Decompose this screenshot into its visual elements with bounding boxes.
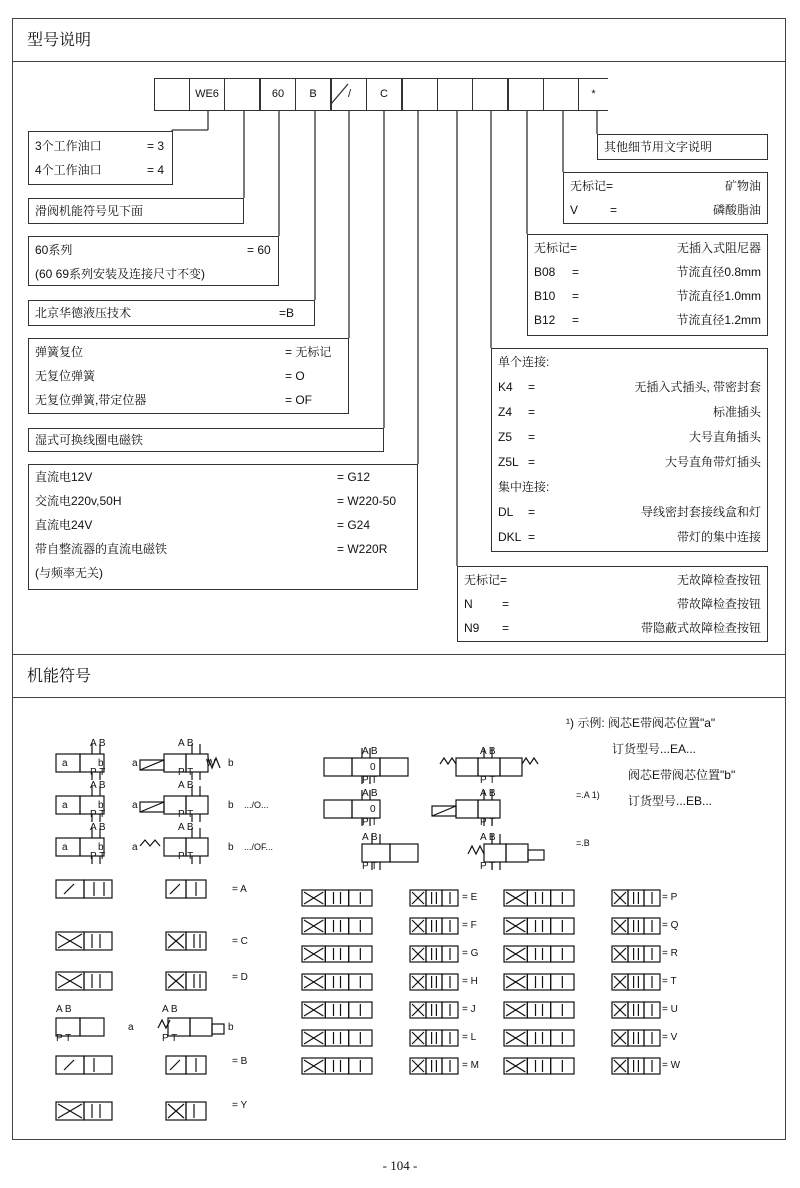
option-value: 无插入式阻尼器 (676, 241, 761, 255)
option-row (35, 514, 411, 536)
spool-symbol (410, 890, 458, 906)
port-label-pt: P T (178, 851, 194, 862)
position-label-b: b (228, 1022, 234, 1033)
option-value: 带灯的集中连接 (676, 530, 761, 544)
spool-symbol (504, 1002, 574, 1018)
option-label: 无复位弹簧 (35, 369, 96, 383)
spool-symbol (504, 918, 574, 934)
option-row (570, 175, 761, 197)
spool-code: = D (232, 972, 248, 983)
spool-code: = F (462, 920, 477, 931)
position-label-a: a (132, 800, 138, 811)
option-value: = G12 (337, 470, 371, 484)
spool-code: = P (662, 892, 678, 903)
model-code-cell: WE6 (189, 78, 225, 111)
option-row (498, 501, 761, 523)
port-label-ab: A B (362, 832, 378, 843)
position-label-b: b (98, 842, 104, 853)
spool-code: = H (462, 976, 478, 987)
option-label: 3个工作油口 (35, 139, 102, 153)
port-label-ab: A B (178, 738, 194, 749)
spool-symbol (302, 1058, 372, 1074)
spool-symbol (504, 1030, 574, 1046)
spool-code: = C (232, 936, 248, 947)
position-label-b: b (98, 800, 104, 811)
port-label-pt: P T (362, 817, 378, 828)
example-line-1: ¹) 示例: 阀芯E带阀芯位置"a" (566, 716, 716, 730)
spool-code: = V (662, 1032, 678, 1043)
spool-symbol (302, 1002, 372, 1018)
port-label-pt: P T (480, 861, 496, 872)
spool-symbol (302, 918, 372, 934)
port-label-ab: A B (90, 738, 106, 749)
option-value: = O (285, 369, 305, 383)
port-label-pt: P T (480, 775, 496, 786)
option-row (35, 263, 272, 285)
option-equals: = (528, 530, 536, 544)
right-option-box-0 (597, 134, 768, 160)
example-line-2: 订货型号...EA... (612, 742, 697, 756)
position-label-b: b (228, 758, 234, 769)
option-label: (与频率无关) (35, 566, 103, 580)
option-equals: = (610, 203, 618, 217)
spool-symbol (302, 1030, 372, 1046)
position-label-0: 0 (370, 804, 376, 815)
symbol-spool-a (56, 880, 112, 898)
section-title-model: 型号说明 (12, 18, 786, 62)
port-label-ab: A B (56, 1004, 72, 1015)
symbol-spool-b (56, 1056, 112, 1074)
option-value: = 4 (147, 163, 165, 177)
option-row (35, 239, 272, 261)
spool-code: = T (662, 976, 677, 987)
spool-symbol (410, 1030, 458, 1046)
spool-code: = Y (232, 1100, 248, 1111)
option-row (534, 309, 761, 331)
spool-code: = G (462, 948, 479, 959)
option-row (35, 562, 411, 584)
left-option-box-1 (28, 198, 244, 224)
port-label-ab: A B (480, 832, 496, 843)
option-label: 湿式可换线圈电磁铁 (35, 433, 144, 447)
option-row (498, 401, 761, 423)
option-row (35, 365, 342, 387)
option-value: 大号直角插头 (688, 430, 761, 444)
option-label: 滑阀机能符号见下面 (35, 204, 144, 218)
port-label-pt: P T (362, 861, 378, 872)
position-label-a: a (132, 842, 138, 853)
spool-code: = U (662, 1004, 678, 1015)
option-equals: = (528, 430, 536, 444)
spool-code: = A (232, 884, 247, 895)
option-label: DKL (498, 530, 522, 544)
example-line-4: 订货型号...EB... (628, 794, 713, 808)
port-label-pt: P T (480, 817, 496, 828)
option-label: 60系列 (35, 243, 73, 257)
option-label: DL (498, 505, 514, 519)
option-value: 节流直径0.8mm (676, 265, 761, 279)
port-label-pt: P T (90, 851, 106, 862)
option-label: 集中连接: (498, 480, 550, 494)
option-label: (60 69系列安装及连接尺寸不变) (35, 267, 206, 281)
option-row (464, 617, 761, 639)
option-value: = W220R (337, 542, 388, 556)
option-value: 无故障检查按钮 (676, 573, 761, 587)
spool-code: = W (662, 1060, 681, 1071)
position-label-0: 0 (370, 762, 376, 773)
option-row (498, 526, 761, 548)
option-value: 无插入式插头, 带密封套 (634, 380, 761, 394)
port-label-pt: P T (362, 775, 378, 786)
port-label-ab: A B (362, 788, 378, 799)
position-label-a: a (62, 842, 68, 853)
option-label: Z5 (498, 430, 513, 444)
left-option-box-2 (28, 236, 279, 286)
option-label: B08 (534, 265, 556, 279)
spool-symbol (612, 974, 660, 990)
spool-symbol (612, 1030, 660, 1046)
position-label-b: b (228, 800, 234, 811)
port-label-ab: A B (90, 822, 106, 833)
option-row (35, 302, 308, 324)
spool-code: = Q (662, 920, 679, 931)
option-row (604, 136, 761, 158)
spool-symbol (410, 946, 458, 962)
left-option-box-0 (28, 131, 173, 185)
position-label-a: a (62, 758, 68, 769)
option-label: 无标记= (570, 179, 614, 193)
option-equals: = (502, 621, 510, 635)
spool-symbol (410, 974, 458, 990)
option-label: 交流电220v,50H (35, 494, 122, 508)
position-label-b: b (98, 758, 104, 769)
option-value: 导线密封套接线盒和灯 (640, 505, 761, 519)
option-row (35, 135, 166, 157)
port-label-pt: P T (90, 767, 106, 778)
spool-symbol (302, 890, 372, 906)
option-value: 节流直径1.2mm (676, 313, 761, 327)
port-label-pt: P T (162, 1033, 178, 1044)
left-option-box-3 (28, 300, 315, 326)
option-value: 节流直径1.0mm (676, 289, 761, 303)
spool-code: = R (662, 948, 678, 959)
spool-symbol (504, 890, 574, 906)
option-equals: = (502, 597, 510, 611)
option-equals: = (528, 380, 536, 394)
left-option-box-5 (28, 428, 384, 452)
mark-o: .../O... (244, 800, 269, 810)
option-equals: = (528, 505, 536, 519)
option-value: = 60 (247, 243, 271, 257)
right-option-box-1 (563, 172, 768, 224)
option-value: 大号直角带灯插头 (664, 455, 761, 469)
port-label-ab: A B (90, 780, 106, 791)
port-label-pt: P T (178, 767, 194, 778)
option-equals: = (528, 455, 536, 469)
option-row (35, 538, 411, 560)
option-row (534, 285, 761, 307)
example-line-3: 阀芯E带阀芯位置"b" (628, 768, 736, 782)
option-row (498, 426, 761, 448)
port-label-ab: A B (480, 788, 496, 799)
model-code-cell: 60 (260, 78, 296, 111)
left-option-box-4 (28, 338, 349, 414)
position-label-b: b (228, 842, 234, 853)
option-label: 带自整流器的直流电磁铁 (35, 542, 168, 556)
option-value: = 无标记 (285, 345, 332, 359)
option-row (35, 490, 411, 512)
option-equals: = (572, 289, 580, 303)
option-row (498, 351, 761, 373)
option-row (35, 159, 166, 181)
option-label: 无标记= (464, 573, 508, 587)
option-row (498, 476, 761, 498)
spool-symbol (612, 918, 660, 934)
option-value: 标准插头 (712, 405, 761, 419)
spool-symbol (612, 1058, 660, 1074)
option-row (498, 376, 761, 398)
example-mark-a1: =.A 1) (576, 790, 600, 800)
page-number: - 104 - (382, 1158, 418, 1173)
symbol-spool-y (56, 1102, 112, 1120)
option-row (570, 199, 761, 221)
mark-of: .../OF... (244, 842, 274, 852)
option-row (35, 200, 237, 222)
spring-label-w: W (206, 758, 216, 769)
option-label: B10 (534, 289, 556, 303)
spool-symbol (504, 1058, 574, 1074)
option-label: V (570, 203, 579, 217)
port-label-pt: P T (56, 1033, 72, 1044)
model-code-cell: * (578, 78, 608, 111)
example-mark-b: =.B (576, 838, 590, 848)
port-label-ab: A B (178, 780, 194, 791)
option-row (35, 466, 411, 488)
port-label-ab: A B (178, 822, 194, 833)
spool-code: = J (462, 1004, 476, 1015)
option-value: = 3 (147, 139, 165, 153)
port-label-pt: P T (90, 809, 106, 820)
spool-code: = L (462, 1032, 477, 1043)
option-row (534, 261, 761, 283)
model-code-cell: C (366, 78, 402, 111)
option-value: 带故障检查按钮 (676, 597, 761, 611)
port-label-pt: P T (178, 809, 194, 820)
option-equals: = (572, 265, 580, 279)
option-label: N (464, 597, 473, 611)
option-label: 其他细节用文字说明 (604, 140, 713, 154)
option-value: = G24 (337, 518, 371, 532)
spool-symbol (504, 974, 574, 990)
option-row (35, 429, 377, 451)
option-label: B12 (534, 313, 556, 327)
port-label-ab: A B (162, 1004, 178, 1015)
option-row (464, 593, 761, 615)
option-label: K4 (498, 380, 513, 394)
option-label: 单个连接: (498, 355, 550, 369)
spool-code: = B (232, 1056, 248, 1067)
option-equals: = (528, 405, 536, 419)
spool-symbol (612, 946, 660, 962)
right-option-box-2 (527, 234, 768, 336)
option-label: 弹簧复位 (35, 345, 84, 359)
spool-code: = E (462, 892, 478, 903)
spool-symbol (504, 946, 574, 962)
option-row (498, 451, 761, 473)
option-value: =B (279, 306, 295, 320)
symbol-spool-d (56, 972, 112, 990)
position-label-a: a (128, 1022, 134, 1033)
option-row (35, 389, 342, 411)
option-label: 直流电12V (35, 470, 93, 484)
spool-symbol (612, 890, 660, 906)
option-row (35, 341, 342, 363)
option-value: 带隐蔽式故障检查按钮 (640, 621, 761, 635)
port-label-ab: A B (480, 746, 496, 757)
model-code-cell: B (295, 78, 331, 111)
position-label-a: a (62, 800, 68, 811)
right-option-box-4 (457, 566, 768, 642)
option-label: Z4 (498, 405, 513, 419)
left-option-box-6 (28, 464, 418, 590)
option-label: 直流电24V (35, 518, 93, 532)
spool-symbol (302, 946, 372, 962)
option-row (534, 237, 761, 259)
symbol-spool-c (56, 932, 112, 950)
port-label-ab: A B (362, 746, 378, 757)
option-equals: = (572, 313, 580, 327)
section-title-symbols: 机能符号 (12, 654, 786, 698)
option-label: Z5L (498, 455, 519, 469)
spool-symbol (410, 918, 458, 934)
option-row (464, 569, 761, 591)
spool-symbol (410, 1058, 458, 1074)
option-label: 无标记= (534, 241, 578, 255)
spool-code: = M (462, 1060, 479, 1071)
option-label: 北京华德液压技术 (35, 306, 132, 320)
option-value: = W220-50 (337, 494, 397, 508)
option-value: 磷酸脂油 (712, 203, 761, 217)
right-option-box-3 (491, 348, 768, 552)
model-code-cell: / (331, 78, 367, 111)
spool-symbol (410, 1002, 458, 1018)
spool-symbol (612, 1002, 660, 1018)
option-label: 4个工作油口 (35, 163, 102, 177)
option-value: = OF (285, 393, 313, 407)
option-label: 无复位弹簧,带定位器 (35, 393, 147, 407)
position-label-a: a (132, 758, 138, 769)
option-label: N9 (464, 621, 480, 635)
option-value: 矿物油 (724, 179, 761, 193)
spool-symbol (302, 974, 372, 990)
